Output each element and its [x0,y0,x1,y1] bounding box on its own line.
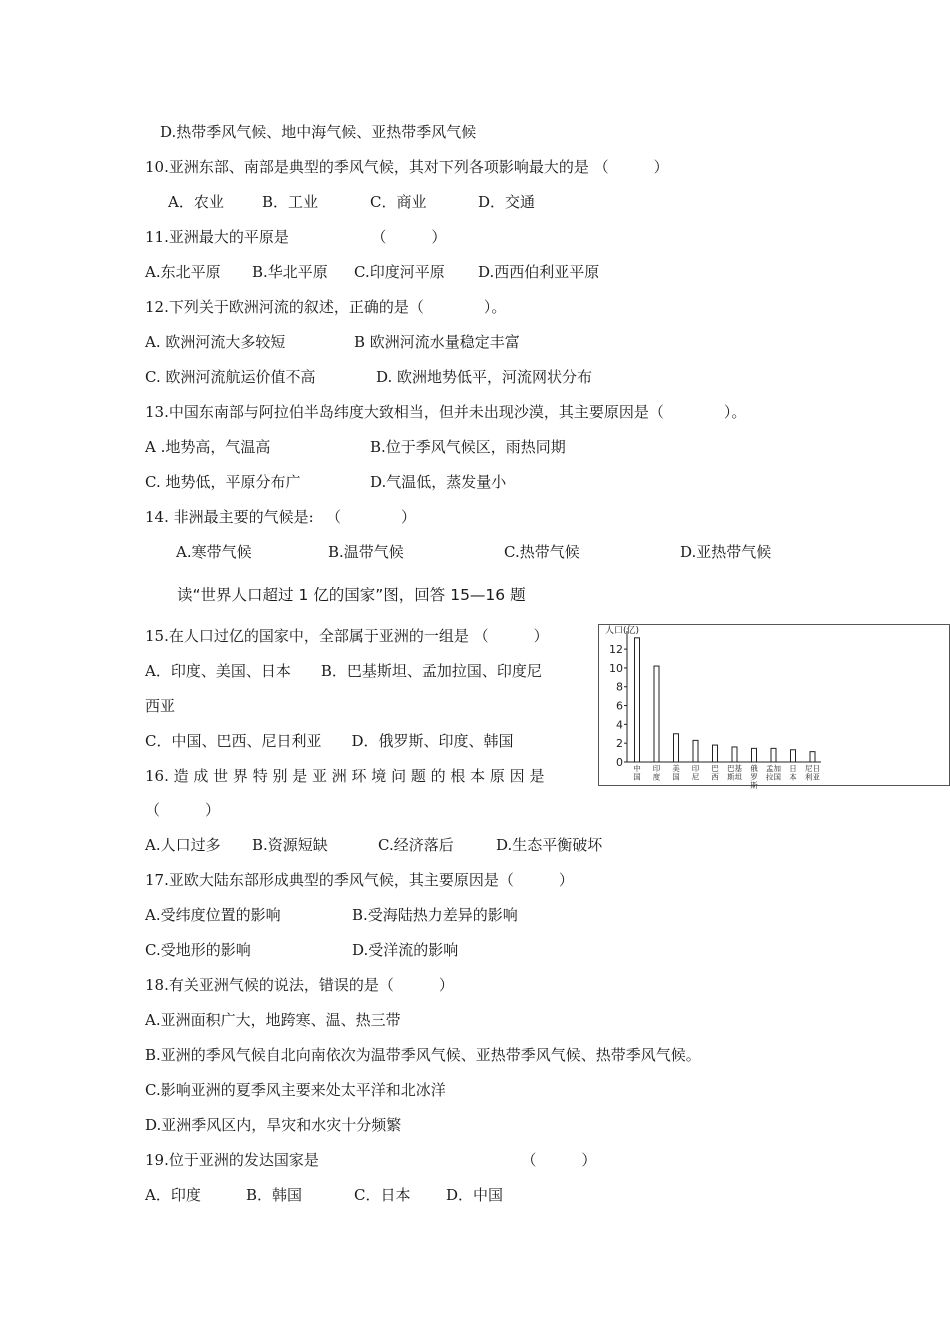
q14-option-a: A.寒带气候 [176,543,252,561]
chart-category-label: 日 [789,764,797,773]
q16-option-c: C.经济落后 [378,836,454,854]
q14-stem: 14. 非洲最主要的气候是: （ ） [145,508,416,526]
q19-option-d: D．中国 [446,1186,504,1204]
q18-option-c: C.影响亚洲的夏季风主要来处太平洋和北冰洋 [145,1081,446,1099]
q13-option-b: B.位于季风气候区，雨热同期 [370,438,566,456]
chart-category-label: 度 [652,772,661,782]
q15-option-b-continued: 西亚 [145,697,176,715]
q19-option-c: C．日本 [354,1186,411,1204]
q14-option-d: D.亚热带气候 [680,543,772,561]
q11-option-a: A.东北平原 [145,263,221,281]
chart-y-tick-label: 0 [616,756,623,769]
q11-option-b: B.华北平原 [252,263,328,281]
q15-option-cd: C．中国、巴西、尼日利亚 D．俄罗斯、印度、韩国 [145,732,514,750]
chart-category-label: 巴 [711,764,719,773]
chart-bar [713,745,718,762]
q16-option-d: D.生态平衡破坏 [496,836,603,854]
chart-category-label: 俄 [750,764,758,773]
chart-category-label: 印 [691,764,700,773]
q10-option-c: C．商业 [370,193,427,211]
population-chart [598,624,950,790]
q18-option-a: A.亚洲面积广大，地跨寒、温、热三带 [145,1011,401,1029]
q12-option-d: D. 欧洲地势低平，河流网状分布 [376,368,593,386]
q11-option-c: C.印度河平原 [354,263,445,281]
q16-stem-continued: （ ） [145,801,221,819]
q13-option-a: A .地势高，气温高 [145,438,271,456]
chart-category-label: 本 [789,772,797,782]
chart-bar [810,752,815,762]
q15-stem: 15.在人口过亿的国家中，全部属于亚洲的一组是 （ ） [145,627,549,645]
chart-bar [771,748,776,762]
chart-y-tick-label: 8 [616,680,623,694]
q12-option-c: C. 欧洲河流航运价值不高 [145,368,316,386]
chart-category-label: 巴基 [727,764,742,773]
q14-option-b: B.温带气候 [328,543,404,561]
q17-option-d: D.受洋流的影响 [352,941,459,959]
q13-option-c: C. 地势低，平原分布广 [145,473,301,491]
chart-y-tick-label: 12 [609,643,623,657]
chart-category-label: 西 [711,772,719,782]
chart-y-tick-label: 10 [609,661,623,675]
q16-option-b: B.资源短缺 [252,836,328,854]
q12-option-a: A. 欧洲河流大多较短 [145,333,286,351]
chart-category-label: 尼日 [805,764,820,773]
section-heading: 读“世界人口超过 1 亿的国家”图，回答 15—16 题 [177,586,526,604]
q13-stem: 13.中国东南部与阿拉伯半岛纬度大致相当，但并未出现沙漠，其主要原因是（ ）。 [145,403,747,421]
q18-stem: 18.有关亚洲气候的说法，错误的是（ ） [145,976,454,994]
chart-bar [693,740,698,762]
q13-option-d: D.气温低，蒸发量小 [370,473,507,491]
chart-bar [791,750,796,762]
chart-bar [752,748,757,762]
chart-category-label: 中 [633,764,641,773]
q18-option-d: D.亚洲季风区内，旱灾和水灾十分频繁 [145,1116,402,1134]
q16-stem: 16. 造 成 世 界 特 别 是 亚 洲 环 境 问 题 的 根 本 原 因 是 [145,767,545,785]
q9-option-d: D.热带季风气候、地中海气候、亚热带季风气候 [160,123,477,141]
q19-stem: 19.位于亚洲的发达国家是 （ ） [145,1151,597,1169]
chart-category-label: 国 [672,772,680,782]
q18-option-b: B.亚洲的季风气候自北向南依次为温带季风气候、亚热带季风气候、热带季风气候。 [145,1046,701,1064]
chart-category-label: 斯坦 [727,772,742,782]
q11-stem: 11.亚洲最大的平原是 （ ） [145,228,447,246]
chart-category-label: 利亚 [805,772,820,782]
q10-option-b: B．工业 [262,193,319,211]
q10-option-a: A．农业 [168,193,224,211]
q15-option-ab: A．印度、美国、日本 B．巴基斯坦、孟加拉国、印度尼 [145,662,542,680]
chart-y-tick-label: 6 [616,699,623,713]
chart-y-label: 人口(亿) [605,626,640,636]
q12-option-b: B 欧洲河流水量稳定丰富 [354,333,520,351]
chart-category-label: 国 [633,772,641,782]
chart-category-label: 美 [672,764,680,773]
q17-option-c: C.受地形的影响 [145,941,251,959]
q19-option-a: A．印度 [145,1186,201,1204]
chart-bar [635,638,640,762]
q11-option-d: D.西西伯利亚平原 [478,263,600,281]
q17-option-a: A.受纬度位置的影响 [145,906,281,924]
population-chart-svg [599,625,949,790]
chart-bar [674,734,679,762]
chart-y-tick-label: 4 [616,718,623,732]
q17-stem: 17.亚欧大陆东部形成典型的季风气候，其主要原因是（ ） [145,871,574,889]
chart-y-tick-label: 2 [616,737,623,751]
chart-category-label: 拉国 [766,772,781,782]
q10-stem: 10.亚洲东部、南部是典型的季风气候，其对下列各项影响最大的是 （ ） [145,158,669,176]
chart-category-label: 罗 [750,772,758,782]
chart-category-label: 斯 [750,781,758,790]
chart-category-label: 尼 [691,772,700,782]
q19-option-b: B．韩国 [246,1186,303,1204]
chart-bar [654,666,659,762]
q14-option-c: C.热带气候 [504,543,580,561]
chart-bar [732,747,737,762]
q16-option-a: A.人口过多 [145,836,221,854]
q10-option-d: D．交通 [478,193,536,211]
q17-option-b: B.受海陆热力差异的影响 [352,906,518,924]
q12-stem: 12.下列关于欧洲河流的叙述，正确的是（ ）。 [145,298,507,316]
chart-category-label: 孟加 [766,764,781,773]
chart-category-label: 印 [652,764,661,773]
